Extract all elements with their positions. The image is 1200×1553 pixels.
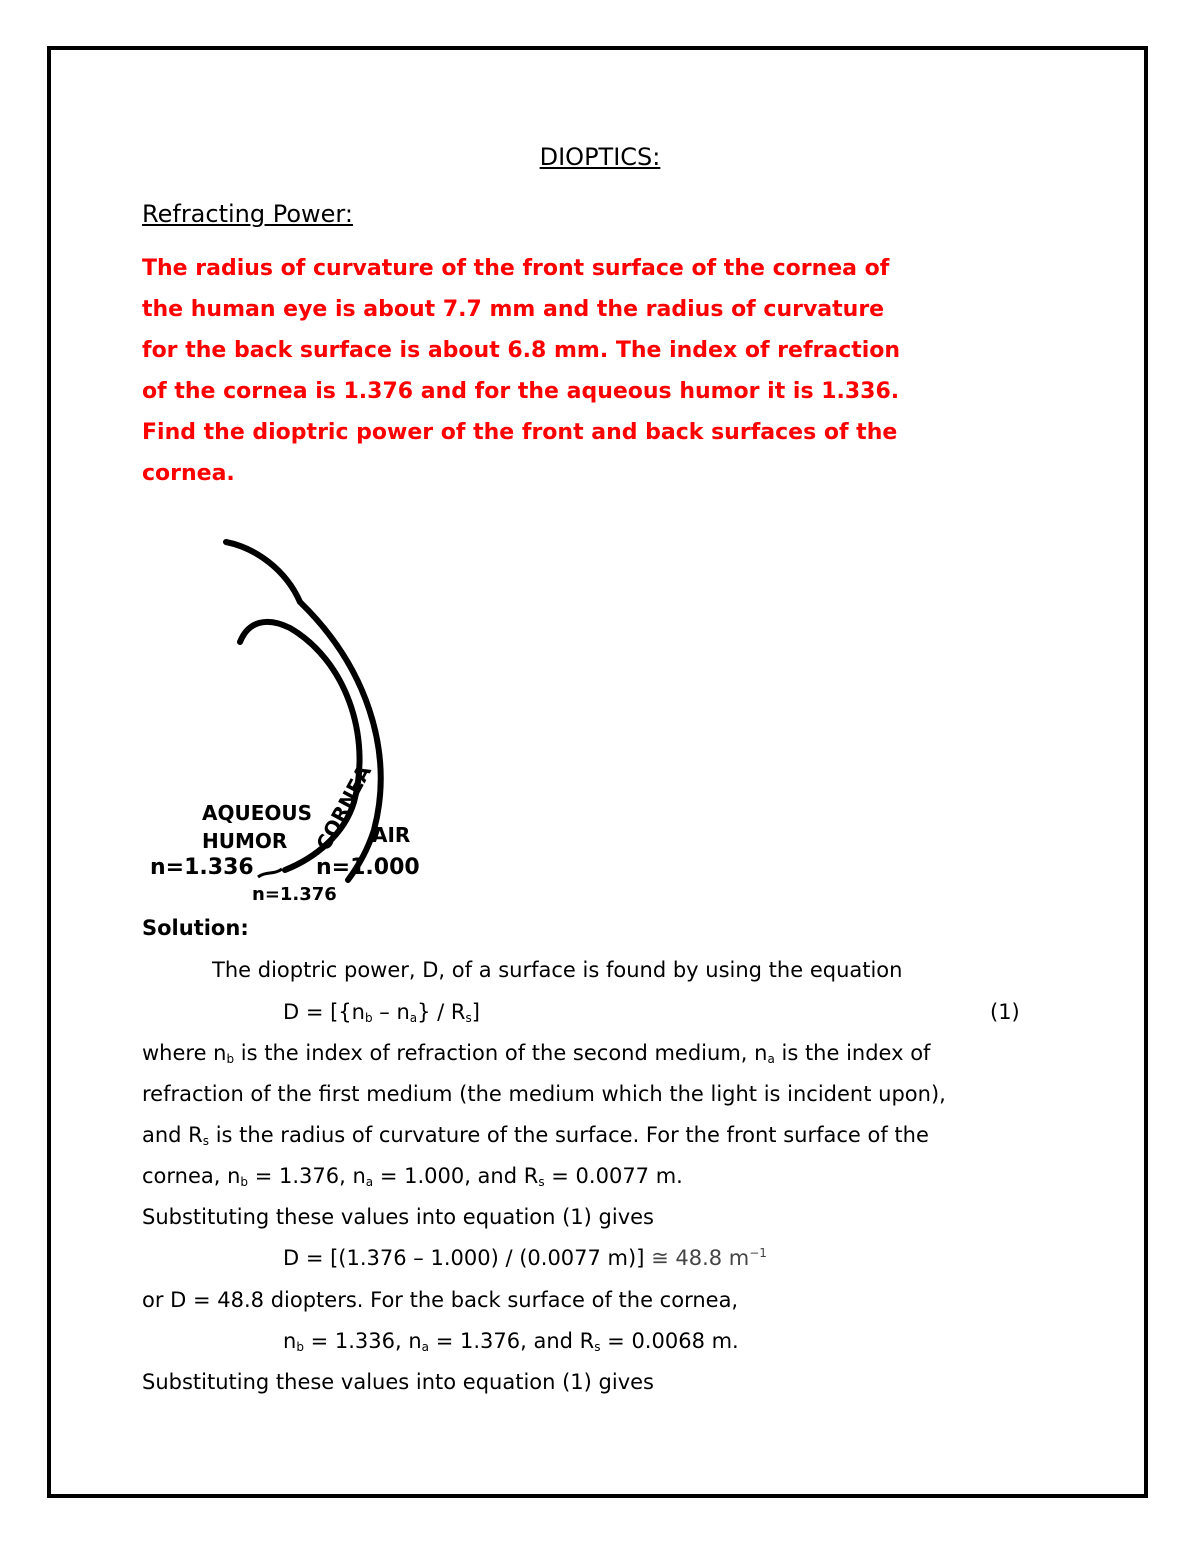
back-values-line: $n_b = 1.336$, $n_a = 1.376$, and $R_s = 0.0068$ m. (283, 1329, 739, 1354)
refraction-line: refraction of the first medium (the medium which the light is incident upon), (142, 1082, 946, 1106)
problem-line: the human eye is about 7.7 mm and the radius of curvature (142, 297, 885, 322)
equation-2: D = [(1.376 – 1.000) / (0.0077 m)] ≅ 48.8 $m^{-1}$ (283, 1246, 767, 1270)
problem-line: Find the dioptric power of the front and back surfaces of the (142, 420, 898, 445)
section-heading: Refracting Power: (142, 200, 353, 228)
front-values-line: cornea, $n_b = 1.376$, $n_a = 1.000$, and $R_s = 0.0077$ m. (142, 1164, 683, 1189)
problem-line: The radius of curvature of the front surface of the cornea of (142, 256, 890, 281)
cornea-index-label: n=1.376 (252, 884, 337, 905)
substituting-line-2: Substituting these values into equation (1) gives (142, 1370, 654, 1394)
cornea-diagram-svg (140, 530, 430, 910)
problem-line: of the cornea is 1.376 and for the aqueous humor it is 1.336. (142, 379, 900, 404)
page-title: DIOPTICS: (539, 143, 661, 171)
cornea-index-mark (258, 869, 282, 877)
aqueous-index-label: n=1.336 (150, 855, 254, 880)
equation-1-number: (1) (990, 1000, 1020, 1024)
humor-label: HUMOR (202, 829, 288, 853)
solution-heading: Solution: (142, 916, 249, 940)
cornea-label: CORNEA (311, 760, 377, 855)
radius-line: and $R_s$ is the radius of curvature of the surface. For the front surface of the (142, 1123, 929, 1148)
air-label: AIR (372, 823, 411, 847)
solution-intro: The dioptric power, D, of a surface is found by using the equation (212, 958, 903, 982)
equation-1: $D = [\{n_b - n_a\} / R_s]$ (283, 1000, 480, 1025)
problem-line: for the back surface is about 6.8 mm. The index of refraction (142, 338, 901, 363)
where-line: where $n_b$ is the index of refraction of the second medium, $n_a$ is the index of (142, 1041, 931, 1066)
problem-statement (142, 248, 982, 494)
problem-line: cornea. (142, 461, 235, 486)
substituting-line-1: Substituting these values into equation (1) gives (142, 1205, 654, 1229)
air-index-label: n=1.000 (316, 855, 420, 880)
or-line: or D = 48.8 diopters. For the back surface of the cornea, (142, 1288, 739, 1312)
cornea-diagram (140, 530, 430, 910)
aqueous-label: AQUEOUS (202, 801, 313, 825)
